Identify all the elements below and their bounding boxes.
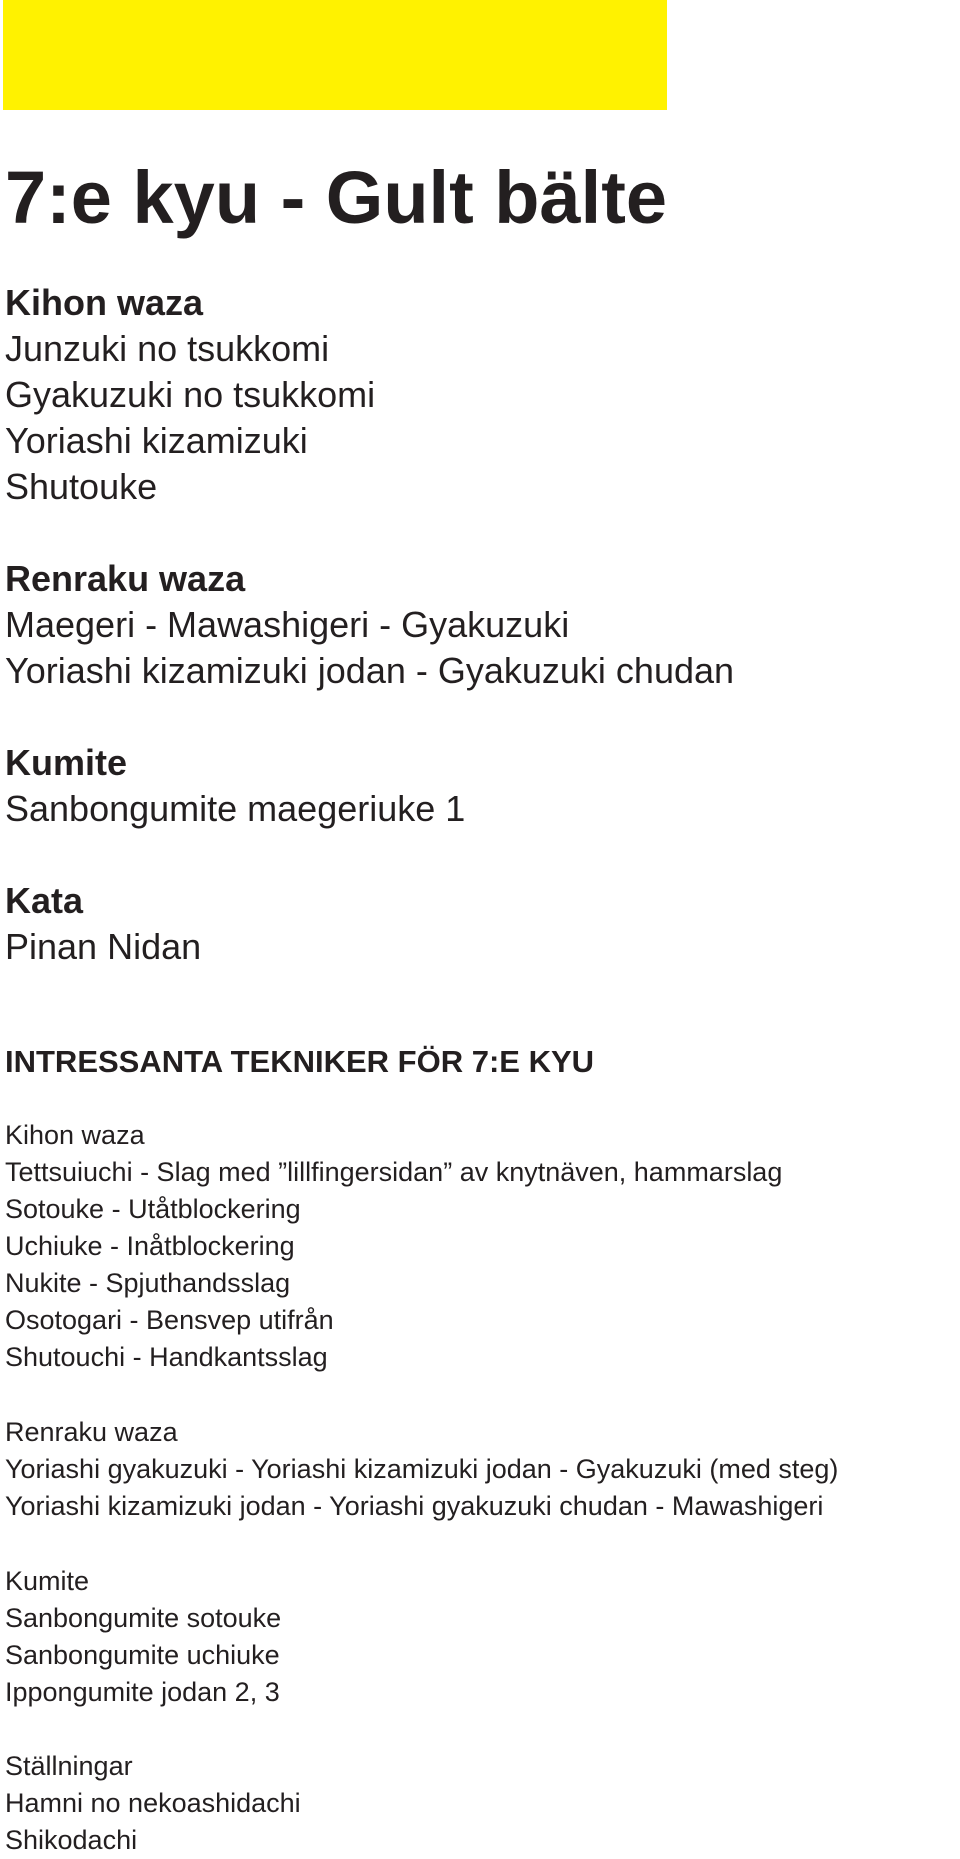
subsection-heading: Renraku waza bbox=[5, 1417, 178, 1447]
list-item: Uchiuke - Inåtblockering bbox=[5, 1231, 295, 1261]
section-renraku-waza bbox=[5, 556, 955, 694]
list-item: Osotogari - Bensvep utifrån bbox=[5, 1305, 334, 1335]
list-item: Pinan Nidan bbox=[5, 926, 202, 967]
section-heading: Kihon waza bbox=[5, 282, 204, 323]
list-item: Ippongumite jodan 2, 3 bbox=[5, 1677, 280, 1707]
list-item: Nukite - Spjuthandsslag bbox=[5, 1268, 291, 1298]
list-item: Yoriashi kizamizuki jodan - Yoriashi gyakuzuki chudan - Mawashigeri bbox=[5, 1491, 824, 1521]
list-item: Yoriashi kizamizuki jodan - Gyakuzuki chudan bbox=[5, 650, 735, 691]
interesting-section-kihon-waza bbox=[5, 1117, 955, 1376]
page-title: 7:e kyu - Gult bälte bbox=[5, 156, 668, 239]
section-kihon-waza bbox=[5, 280, 955, 510]
list-item: Shutouke bbox=[5, 466, 158, 507]
section-heading: Renraku waza bbox=[5, 558, 246, 599]
subsection-heading: Kumite bbox=[5, 1566, 90, 1596]
list-item: Shikodachi bbox=[5, 1825, 138, 1855]
yellow-belt-banner bbox=[3, 0, 667, 110]
interesting-section-stallningar bbox=[5, 1748, 955, 1859]
list-item: Junzuki no tsukkomi bbox=[5, 328, 330, 369]
interesting-section-kumite bbox=[5, 1563, 955, 1711]
list-item: Gyakuzuki no tsukkomi bbox=[5, 374, 376, 415]
list-item: Maegeri - Mawashigeri - Gyakuzuki bbox=[5, 604, 570, 645]
section-kata bbox=[5, 878, 955, 970]
list-item: Yoriashi kizamizuki bbox=[5, 420, 308, 461]
interesting-techniques-heading: INTRESSANTA TEKNIKER FÖR 7:E KYU bbox=[5, 1044, 595, 1079]
list-item: Tettsuiuchi - Slag med ”lillfingersidan” av knytnäven, hammarslag bbox=[5, 1157, 783, 1187]
interesting-section-renraku-waza bbox=[5, 1414, 955, 1525]
subsection-heading: Ställningar bbox=[5, 1751, 133, 1781]
list-item: Sanbongumite uchiuke bbox=[5, 1640, 280, 1670]
section-heading: Kata bbox=[5, 880, 84, 921]
list-item: Sanbongumite sotouke bbox=[5, 1603, 282, 1633]
section-heading: Kumite bbox=[5, 742, 128, 783]
list-item: Sotouke - Utåtblockering bbox=[5, 1194, 301, 1224]
section-kumite bbox=[5, 740, 955, 832]
list-item: Sanbongumite maegeriuke 1 bbox=[5, 788, 466, 829]
subsection-heading: Kihon waza bbox=[5, 1120, 145, 1150]
list-item: Hamni no nekoashidachi bbox=[5, 1788, 301, 1818]
list-item: Shutouchi - Handkantsslag bbox=[5, 1342, 328, 1372]
list-item: Yoriashi gyakuzuki - Yoriashi kizamizuki jodan - Gyakuzuki (med steg) bbox=[5, 1454, 839, 1484]
